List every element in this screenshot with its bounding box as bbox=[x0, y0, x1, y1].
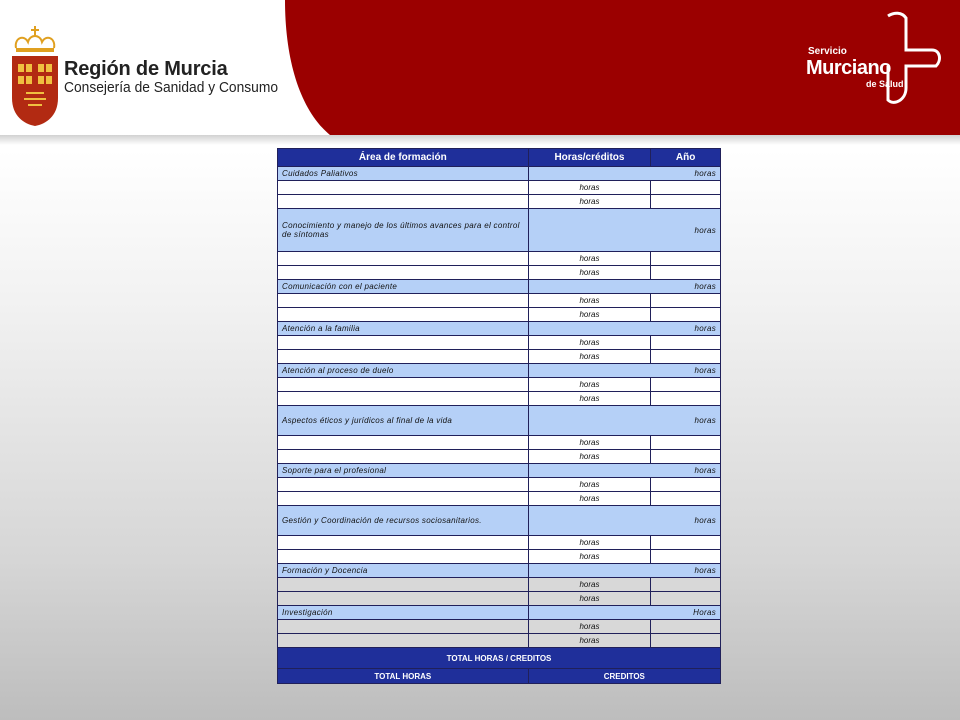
area-cell[interactable] bbox=[278, 252, 529, 266]
area-cell[interactable] bbox=[278, 550, 529, 564]
area-cell[interactable] bbox=[278, 350, 529, 364]
hours-cell[interactable]: horas bbox=[528, 450, 651, 464]
year-cell[interactable] bbox=[651, 492, 721, 506]
year-cell[interactable] bbox=[651, 350, 721, 364]
year-cell[interactable] bbox=[651, 620, 721, 634]
category-unit: horas bbox=[528, 464, 720, 478]
hours-cell[interactable]: horas bbox=[528, 550, 651, 564]
table-row bbox=[278, 634, 721, 648]
category-title: Formación y Docencia bbox=[278, 564, 529, 578]
category-title: Atención a la familia bbox=[278, 322, 529, 336]
hours-cell[interactable]: horas bbox=[528, 592, 651, 606]
category-unit: horas bbox=[528, 564, 720, 578]
hours-cell[interactable]: horas bbox=[528, 634, 651, 648]
hours-cell[interactable]: horas bbox=[528, 294, 651, 308]
area-cell[interactable] bbox=[278, 392, 529, 406]
area-cell[interactable] bbox=[278, 592, 529, 606]
header-hours: Horas/créditos bbox=[528, 149, 651, 167]
category-title: Cuidados Paliativos bbox=[278, 167, 529, 181]
category-unit: horas bbox=[528, 506, 720, 536]
table-row bbox=[278, 252, 721, 266]
year-cell[interactable] bbox=[651, 336, 721, 350]
year-cell[interactable] bbox=[651, 266, 721, 280]
category-title: Conocimiento y manejo de los últimos avances para el control de síntomas bbox=[278, 209, 529, 252]
category-row bbox=[278, 322, 721, 336]
org-title: Región de Murcia bbox=[64, 58, 228, 80]
hours-cell[interactable]: horas bbox=[528, 252, 651, 266]
area-cell[interactable] bbox=[278, 378, 529, 392]
total-title: TOTAL HORAS / CREDITOS bbox=[278, 648, 721, 669]
total-credits-label: CREDITOS bbox=[528, 669, 720, 684]
hours-cell[interactable]: horas bbox=[528, 392, 651, 406]
area-cell[interactable] bbox=[278, 450, 529, 464]
area-cell[interactable] bbox=[278, 536, 529, 550]
table-row bbox=[278, 550, 721, 564]
category-title: Investigación bbox=[278, 606, 529, 620]
hours-cell[interactable]: horas bbox=[528, 308, 651, 322]
table-row bbox=[278, 536, 721, 550]
header-year: Año bbox=[651, 149, 721, 167]
year-cell[interactable] bbox=[651, 450, 721, 464]
area-cell[interactable] bbox=[278, 634, 529, 648]
table-row bbox=[278, 436, 721, 450]
category-title: Gestión y Coordinación de recursos sociosanitarios. bbox=[278, 506, 529, 536]
area-cell[interactable] bbox=[278, 266, 529, 280]
table-row bbox=[278, 266, 721, 280]
category-title: Comunicación con el paciente bbox=[278, 280, 529, 294]
training-table bbox=[277, 148, 721, 684]
region-crest-icon bbox=[6, 20, 64, 128]
table-row bbox=[278, 620, 721, 634]
year-cell[interactable] bbox=[651, 308, 721, 322]
table-body bbox=[278, 167, 721, 648]
area-cell[interactable] bbox=[278, 195, 529, 209]
hours-cell[interactable]: horas bbox=[528, 620, 651, 634]
category-row bbox=[278, 364, 721, 378]
header-shadow bbox=[0, 135, 960, 145]
hours-cell[interactable]: horas bbox=[528, 492, 651, 506]
header-area: Área de formación bbox=[278, 149, 529, 167]
table-row bbox=[278, 392, 721, 406]
category-row bbox=[278, 167, 721, 181]
category-unit: horas bbox=[528, 406, 720, 436]
area-cell[interactable] bbox=[278, 492, 529, 506]
year-cell[interactable] bbox=[651, 634, 721, 648]
category-row bbox=[278, 506, 721, 536]
area-cell[interactable] bbox=[278, 308, 529, 322]
table-row bbox=[278, 378, 721, 392]
category-title: Soporte para el profesional bbox=[278, 464, 529, 478]
logo-line-3: de Salud bbox=[866, 79, 904, 89]
hours-cell[interactable]: horas bbox=[528, 350, 651, 364]
category-unit: horas bbox=[528, 167, 720, 181]
total-hours-label: TOTAL HORAS bbox=[278, 669, 529, 684]
table-row bbox=[278, 592, 721, 606]
year-cell[interactable] bbox=[651, 536, 721, 550]
category-unit: Horas bbox=[528, 606, 720, 620]
area-cell[interactable] bbox=[278, 336, 529, 350]
year-cell[interactable] bbox=[651, 195, 721, 209]
year-cell[interactable] bbox=[651, 392, 721, 406]
year-cell[interactable] bbox=[651, 294, 721, 308]
hours-cell[interactable]: horas bbox=[528, 336, 651, 350]
table-row bbox=[278, 181, 721, 195]
table-row bbox=[278, 450, 721, 464]
hours-cell[interactable]: horas bbox=[528, 266, 651, 280]
category-row bbox=[278, 406, 721, 436]
year-cell[interactable] bbox=[651, 550, 721, 564]
category-unit: horas bbox=[528, 364, 720, 378]
year-cell[interactable] bbox=[651, 592, 721, 606]
table-row bbox=[278, 478, 721, 492]
hours-cell[interactable]: horas bbox=[528, 478, 651, 492]
logo-line-1: Servicio bbox=[808, 46, 847, 57]
hours-cell[interactable]: horas bbox=[528, 436, 651, 450]
table-row bbox=[278, 336, 721, 350]
area-cell[interactable] bbox=[278, 578, 529, 592]
area-cell[interactable] bbox=[278, 181, 529, 195]
table-row bbox=[278, 578, 721, 592]
hours-cell[interactable]: horas bbox=[528, 378, 651, 392]
area-cell[interactable] bbox=[278, 620, 529, 634]
category-row bbox=[278, 280, 721, 294]
category-title: Atención al proceso de duelo bbox=[278, 364, 529, 378]
hours-cell[interactable]: horas bbox=[528, 181, 651, 195]
year-cell[interactable] bbox=[651, 378, 721, 392]
table-row bbox=[278, 195, 721, 209]
category-row bbox=[278, 464, 721, 478]
table-row bbox=[278, 492, 721, 506]
category-row bbox=[278, 606, 721, 620]
year-cell[interactable] bbox=[651, 252, 721, 266]
category-unit: horas bbox=[528, 322, 720, 336]
hours-cell[interactable]: horas bbox=[528, 195, 651, 209]
category-title: Aspectos éticos y jurídicos al final de la vida bbox=[278, 406, 529, 436]
area-cell[interactable] bbox=[278, 436, 529, 450]
category-row bbox=[278, 209, 721, 252]
logo-line-2: Murciano bbox=[806, 57, 891, 79]
table-row bbox=[278, 308, 721, 322]
year-cell[interactable] bbox=[651, 436, 721, 450]
year-cell[interactable] bbox=[651, 478, 721, 492]
area-cell[interactable] bbox=[278, 294, 529, 308]
year-cell[interactable] bbox=[651, 578, 721, 592]
year-cell[interactable] bbox=[651, 181, 721, 195]
category-unit: horas bbox=[528, 209, 720, 252]
hours-cell[interactable]: horas bbox=[528, 536, 651, 550]
table-row bbox=[278, 294, 721, 308]
area-cell[interactable] bbox=[278, 478, 529, 492]
category-row bbox=[278, 564, 721, 578]
hours-cell[interactable]: horas bbox=[528, 578, 651, 592]
table-row bbox=[278, 350, 721, 364]
org-subtitle: Consejería de Sanidad y Consumo bbox=[64, 79, 279, 96]
category-unit: horas bbox=[528, 280, 720, 294]
